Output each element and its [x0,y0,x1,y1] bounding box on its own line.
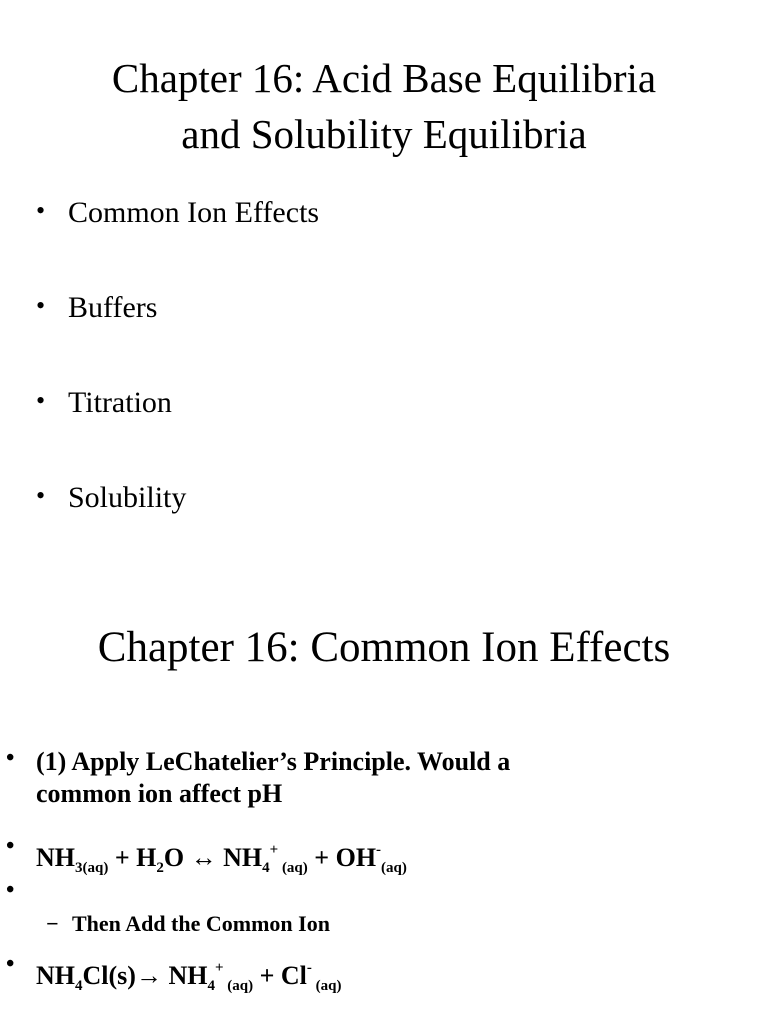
title-line-1: Chapter 16: Acid Base Equilibria [111,55,657,101]
equation-ammonium-chloride [6,952,342,1002]
bullet-dot: • [36,291,46,320]
equation-text: $NH_4Cl(s)\to NH_4^+$ $_{(aq)}$ + Cl- $_{(aq)}$ [36,960,342,994]
equation-text: $NH_{3(aq)} + H_2O$ ↔ $NH_4^+$ $_{(aq)} + OH^-_{(aq)}$ [36,842,407,876]
slide-2 [0,580,768,1024]
slide-2-title: Chapter 16: Common Ion Effects [97,624,671,671]
bullet-text: Buffers [68,291,158,324]
bullet-text: Titration [68,386,172,419]
bullet-text: Common Ion Effects [68,196,320,229]
title-line-2: and Solubility Equilibria [181,111,587,157]
bullet-dot: • [36,196,46,225]
right-arrow-icon: → [135,961,162,990]
bullet-dot: • [6,951,15,977]
bullet-dot: • [6,833,15,859]
bullet-dot: • [6,877,15,903]
dash-icon: − [46,911,59,936]
bullet-dot: • [36,481,46,510]
double-arrow-icon: ↔ [190,843,217,872]
bullet-line-2: common ion affect pH [36,779,283,808]
bullet-item [36,291,157,325]
empty-bullet [6,878,36,902]
bullet-text [36,746,510,810]
sub-bullet [46,910,330,938]
bullet-dot: • [6,745,15,771]
bullet-item [36,196,319,230]
bullet-line-1: (1) Apply LeChatelier’s Principle. Would a [36,747,511,776]
bullet-item [36,386,172,420]
equation-ammonia [6,834,407,884]
sub-bullet-text: Then Add the Common Ion [72,911,330,936]
slide-1-title [0,50,768,162]
bullet-item [36,481,186,515]
bullet-text: Solubility [68,481,187,514]
bullet-item [6,746,510,810]
bullet-dot: • [36,386,46,415]
